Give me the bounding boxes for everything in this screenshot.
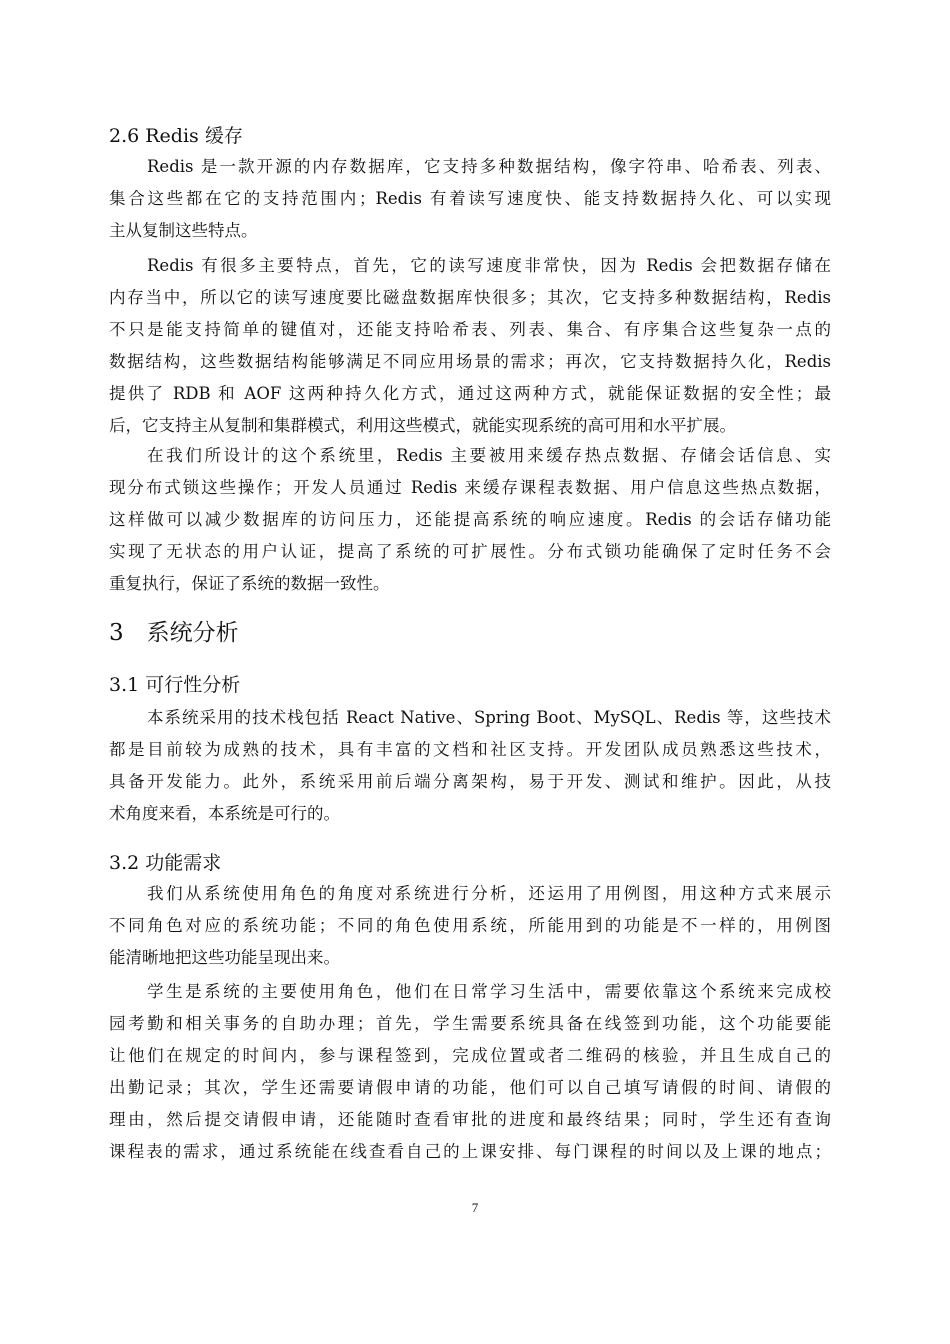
text-line: 具备开发能力。此外，系统采用前后端分离架构，易于开发、测试和维护。因此，从技: [109, 772, 831, 791]
text-line: 都是目前较为成熟的技术，具有丰富的文档和社区支持。开发团队成员熟悉这些技术，: [109, 740, 831, 759]
text-line: 在我们所设计的这个系统里，Redis 主要被用来缓存热点数据、存储会话信息、实: [147, 446, 831, 465]
text-line: 能清晰地把这些功能呈现出来。: [109, 948, 340, 967]
text-line: 学生是系统的主要使用角色，他们在日常学习生活中，需要依靠这个系统来完成校: [147, 982, 831, 1001]
text-line: Redis 有很多主要特点，首先，它的读写速度非常快，因为 Redis 会把数据存储在: [147, 256, 831, 275]
text-line: 不只是能支持简单的键值对，还能支持哈希表、列表、集合、有序集合这些复杂一点的: [109, 320, 831, 339]
text-line: Redis 是一款开源的内存数据库，它支持多种数据结构，像字符串、哈希表、列表、: [147, 157, 831, 176]
text-line: 后，它支持主从复制和集群模式，利用这些模式，就能实现系统的高可用和水平扩展。: [109, 416, 736, 435]
paragraph: [109, 702, 831, 830]
paragraph: [109, 250, 831, 442]
text-line: 现分布式锁这些操作；开发人员通过 Redis 来缓存课程表数据、用户信息这些热点数据，: [109, 478, 831, 497]
text-line: 出勤记录；其次，学生还需要请假申请的功能，他们可以自己填写请假的时间、请假的: [109, 1078, 831, 1097]
text-line: 课程表的需求，通过系统能在线查看自己的上课安排、每门课程的时间以及上课的地点；: [109, 1142, 831, 1161]
text-line: 内存当中，所以它的读写速度要比磁盘数据库快很多；其次，它支持多种数据结构，Redis: [109, 288, 831, 307]
section-heading-3-1: 3.1 可行性分析: [109, 674, 241, 696]
section-heading-3-2: 3.2 功能需求: [109, 852, 222, 874]
chapter-heading-3: 3 系统分析: [109, 620, 239, 646]
text-line: 提供了 RDB 和 AOF 这两种持久化方式，通过这两种方式，就能保证数据的安全性；最: [109, 384, 831, 403]
text-line: 园考勤和相关事务的自助办理；首先，学生需要系统具备在线签到功能，这个功能要能: [109, 1014, 831, 1033]
text-line: 数据结构，这些数据结构能够满足不同应用场景的需求；再次，它支持数据持久化，Redis: [109, 352, 831, 371]
text-line: 这样做可以减少数据库的访问压力，还能提高系统的响应速度。Redis 的会话存储功能: [109, 510, 831, 529]
text-line: 我们从系统使用角色的角度对系统进行分析，还运用了用例图，用这种方式来展示: [147, 884, 831, 903]
paragraph: [109, 878, 831, 974]
text-line: 集合这些都在它的支持范围内；Redis 有着读写速度快、能支持数据持久化、可以实现: [109, 189, 831, 208]
text-line: 重复执行，保证了系统的数据一致性。: [109, 574, 390, 593]
text-line: 主从复制这些特点。: [109, 221, 258, 240]
text-line: 术角度来看，本系统是可行的。: [109, 804, 340, 823]
paragraph: [109, 976, 831, 1168]
text-line: 本系统采用的技术栈包括 React Native、Spring Boot、MySQL、Redis 等，这些技术: [147, 708, 831, 727]
paragraph: [109, 151, 831, 247]
text-line: 不同角色对应的系统功能；不同的角色使用系统，所能用到的功能是不一样的，用例图: [109, 916, 831, 935]
paragraph: [109, 440, 831, 600]
text-line: 实现了无状态的用户认证，提高了系统的可扩展性。分布式锁功能确保了定时任务不会: [109, 542, 831, 561]
section-heading-2-6: 2.6 Redis 缓存: [109, 125, 243, 147]
page-number: 7: [471, 1200, 479, 1215]
text-line: 理由，然后提交请假申请，还能随时查看审批的进度和最终结果；同时，学生还有查询: [109, 1110, 831, 1129]
text-line: 让他们在规定的时间内，参与课程签到，完成位置或者二维码的核验，并且生成自己的: [109, 1046, 831, 1065]
